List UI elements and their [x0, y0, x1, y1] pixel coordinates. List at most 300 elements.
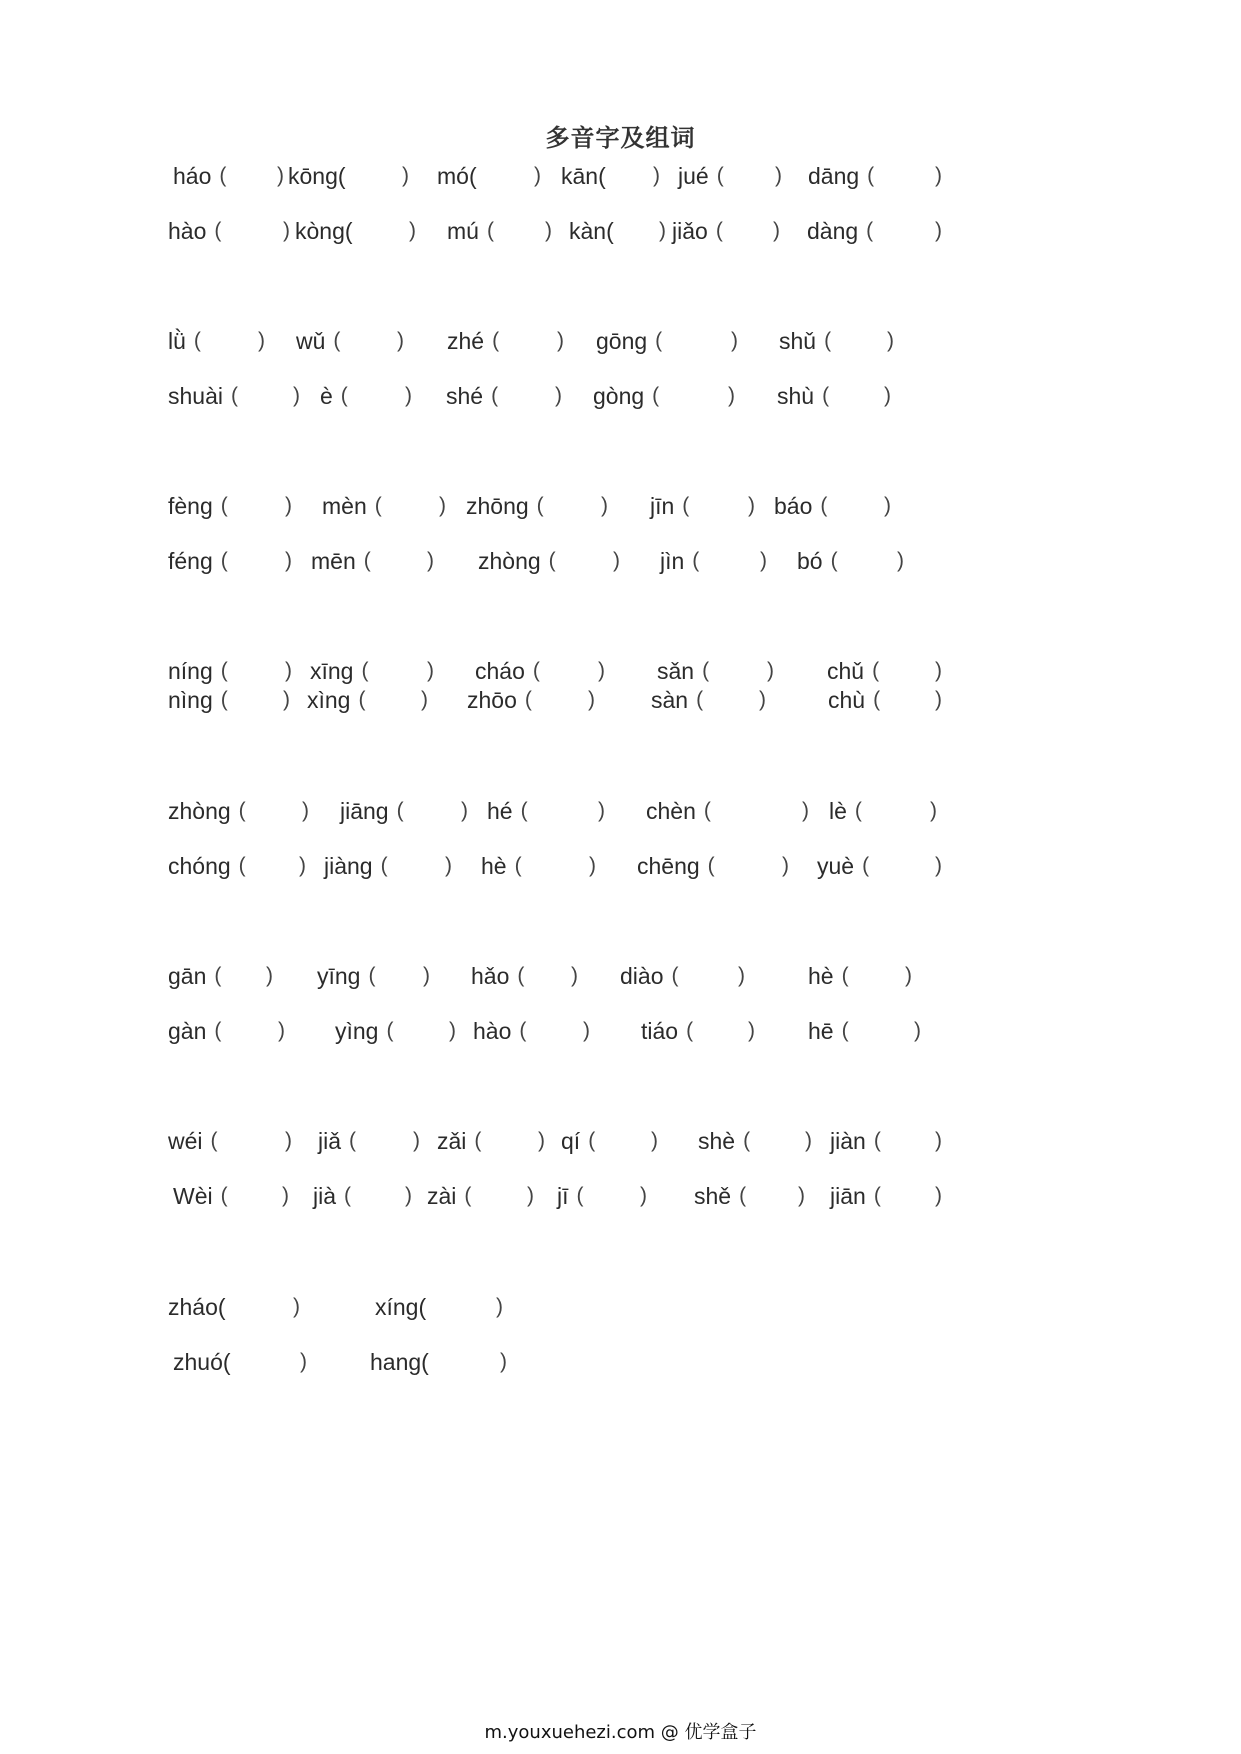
close-paren: ) [285, 549, 292, 572]
open-paren: ( [380, 854, 388, 877]
close-paren: ) [278, 1019, 285, 1042]
pinyin-label: chèn [646, 798, 696, 824]
close-paren: ) [760, 549, 767, 572]
pinyin-label: háo [173, 163, 212, 189]
pinyin-item [678, 161, 782, 191]
pinyin-item [817, 851, 942, 881]
close-paren: ) [300, 1350, 307, 1373]
pinyin-item [651, 685, 766, 715]
open-paren: ( [517, 964, 525, 987]
pinyin-item [473, 1016, 590, 1046]
pinyin-label: è [320, 383, 333, 409]
pinyin-label: shě [694, 1183, 732, 1209]
pinyin-label: zhōo [467, 687, 517, 713]
pinyin-item [168, 961, 273, 991]
close-paren: ) [598, 799, 605, 822]
close-paren: ) [527, 1184, 534, 1207]
close-paren: ) [651, 1129, 658, 1152]
close-paren: ) [759, 688, 766, 711]
pinyin-item [807, 216, 942, 246]
open-paren: ( [841, 1019, 849, 1042]
open-paren: ( [716, 164, 724, 187]
pinyin-item [829, 796, 937, 826]
close-paren: ) [496, 1295, 503, 1318]
pinyin-label: diào [620, 963, 664, 989]
pinyin-item [295, 216, 416, 246]
open-paren: ( [464, 1184, 472, 1207]
pinyin-label: hé [487, 798, 513, 824]
close-paren: ) [767, 659, 774, 682]
pinyin-item [324, 851, 452, 881]
close-paren: ) [659, 219, 666, 242]
close-paren: ) [773, 219, 780, 242]
close-paren: ) [557, 329, 564, 352]
pinyin-label: xīng [310, 658, 354, 684]
open-paren: ( [210, 1129, 218, 1152]
pinyin-label: shè [698, 1128, 736, 1154]
open-paren: ( [862, 854, 870, 877]
pinyin-label: gōng [596, 328, 648, 354]
open-paren: ( [820, 494, 828, 517]
open-paren: ( [739, 1184, 747, 1207]
pinyin-label: cháo [475, 658, 525, 684]
pinyin-label: níng [168, 658, 213, 684]
pinyin-label: jī [557, 1183, 569, 1209]
close-paren: ) [935, 688, 942, 711]
open-paren: ( [682, 494, 690, 517]
close-paren: ) [423, 964, 430, 987]
close-paren: ) [748, 1019, 755, 1042]
pinyin-label: féng [168, 548, 213, 574]
pinyin-item [487, 796, 605, 826]
close-paren: ) [413, 1129, 420, 1152]
close-paren: ) [589, 854, 596, 877]
pinyin-label: gān [168, 963, 207, 989]
pinyin-label: kōng( [288, 163, 346, 189]
pinyin-item [168, 216, 290, 246]
open-paren: ( [576, 1184, 584, 1207]
pinyin-label: yīng [317, 963, 361, 989]
pinyin-label: shǔ [779, 328, 817, 354]
open-paren: ( [220, 688, 228, 711]
footer-watermark: m.youxuehezi.com @ 优学盒子 [484, 1722, 757, 1743]
pinyin-label: lǜ [168, 328, 186, 354]
close-paren: ) [731, 329, 738, 352]
pinyin-label: kàn( [569, 218, 614, 244]
close-paren: ) [409, 219, 416, 242]
pinyin-item [437, 161, 541, 191]
close-paren: ) [266, 964, 273, 987]
pinyin-label: wǔ [296, 328, 326, 354]
pinyin-item [561, 161, 660, 191]
pinyin-item [641, 1016, 755, 1046]
pinyin-item [168, 796, 309, 826]
open-paren: ( [686, 1019, 694, 1042]
pinyin-label: jìn [660, 548, 685, 574]
pinyin-item [168, 491, 292, 521]
pinyin-item [340, 796, 468, 826]
pinyin-item [637, 851, 789, 881]
pinyin-item [694, 1181, 805, 1211]
pinyin-label: gòng [593, 383, 645, 409]
close-paren: ) [283, 219, 290, 242]
open-paren: ( [396, 799, 404, 822]
close-paren: ) [285, 494, 292, 517]
pinyin-label: sǎn [657, 658, 695, 684]
pinyin-item [288, 161, 409, 191]
pinyin-item [660, 546, 767, 576]
open-paren: ( [230, 384, 238, 407]
open-paren: ( [340, 384, 348, 407]
close-paren: ) [775, 164, 782, 187]
open-paren: ( [548, 549, 556, 572]
pinyin-label: mó( [437, 163, 477, 189]
pinyin-item [466, 491, 608, 521]
pinyin-item [797, 546, 904, 576]
pinyin-item [307, 685, 428, 715]
close-paren: ) [613, 549, 620, 572]
close-paren: ) [538, 1129, 545, 1152]
pinyin-label: kòng( [295, 218, 353, 244]
pinyin-item [596, 326, 738, 356]
pinyin-item [168, 851, 306, 881]
open-paren: ( [532, 659, 540, 682]
pinyin-item [318, 1126, 420, 1156]
open-paren: ( [536, 494, 544, 517]
open-paren: ( [520, 799, 528, 822]
pinyin-label: chù [828, 687, 866, 713]
open-paren: ( [193, 329, 201, 352]
open-paren: ( [867, 164, 875, 187]
pinyin-item [168, 326, 265, 356]
close-paren: ) [782, 854, 789, 877]
close-paren: ) [805, 1129, 812, 1152]
close-paren: ) [277, 164, 284, 187]
pinyin-item [447, 216, 552, 246]
pinyin-item [173, 1347, 307, 1377]
open-paren: ( [214, 219, 222, 242]
close-paren: ) [258, 329, 265, 352]
pinyin-item [475, 656, 605, 686]
pinyin-item [313, 1181, 412, 1211]
pinyin-item [698, 1126, 812, 1156]
open-paren: ( [491, 384, 499, 407]
pinyin-item [173, 161, 284, 191]
open-paren: ( [702, 659, 710, 682]
pinyin-item [446, 381, 562, 411]
pinyin-label: fèng [168, 493, 213, 519]
close-paren: ) [285, 1129, 292, 1152]
pinyin-item [335, 1016, 456, 1046]
close-paren: ) [302, 799, 309, 822]
pinyin-item [646, 796, 809, 826]
pinyin-label: shé [446, 383, 484, 409]
pinyin-label: hē [808, 1018, 834, 1044]
pinyin-item [310, 656, 434, 686]
open-paren: ( [238, 799, 246, 822]
pinyin-item [168, 685, 290, 715]
pinyin-label: lè [829, 798, 847, 824]
close-paren: ) [748, 494, 755, 517]
close-paren: ) [887, 329, 894, 352]
pinyin-label: shù [777, 383, 815, 409]
pinyin-label: zài [427, 1183, 457, 1209]
pinyin-label: zǎi [437, 1128, 467, 1154]
close-paren: ) [439, 494, 446, 517]
pinyin-item [168, 656, 292, 686]
pinyin-label: jià [313, 1183, 337, 1209]
close-paren: ) [640, 1184, 647, 1207]
open-paren: ( [692, 549, 700, 572]
pinyin-item [481, 851, 596, 881]
pinyin-item [657, 656, 774, 686]
pinyin-label: xìng [307, 687, 351, 713]
open-paren: ( [349, 1129, 357, 1152]
pinyin-label: yìng [335, 1018, 379, 1044]
pinyin-label: qí [561, 1128, 581, 1154]
pinyin-label: wéi [168, 1128, 203, 1154]
close-paren: ) [283, 688, 290, 711]
pinyin-label: kān( [561, 163, 606, 189]
close-paren: ) [405, 384, 412, 407]
open-paren: ( [519, 1019, 527, 1042]
open-paren: ( [492, 329, 500, 352]
pinyin-label: jiàn [830, 1128, 866, 1154]
pinyin-label: zhòng [168, 798, 231, 824]
pinyin-item [561, 1126, 658, 1156]
open-paren: ( [655, 329, 663, 352]
close-paren: ) [405, 1184, 412, 1207]
pinyin-label: jīn [650, 493, 675, 519]
pinyin-label: dàng [807, 218, 859, 244]
close-paren: ) [397, 329, 404, 352]
close-paren: ) [583, 1019, 590, 1042]
close-paren: ) [293, 1295, 300, 1318]
close-paren: ) [728, 384, 735, 407]
open-paren: ( [707, 854, 715, 877]
pinyin-label: jué [678, 163, 709, 189]
pinyin-label: jiǎo [672, 218, 708, 244]
open-paren: ( [524, 688, 532, 711]
pinyin-item [650, 491, 755, 521]
close-paren: ) [285, 659, 292, 682]
open-paren: ( [220, 1184, 228, 1207]
close-paren: ) [500, 1350, 507, 1373]
open-paren: ( [652, 384, 660, 407]
close-paren: ) [601, 494, 608, 517]
pinyin-item [370, 1347, 507, 1377]
pinyin-item [168, 1016, 285, 1046]
pinyin-item [375, 1292, 503, 1322]
close-paren: ) [402, 164, 409, 187]
open-paren: ( [214, 964, 222, 987]
pinyin-item [808, 961, 912, 991]
open-paren: ( [220, 659, 228, 682]
open-paren: ( [361, 659, 369, 682]
open-paren: ( [214, 1019, 222, 1042]
open-paren: ( [588, 1129, 596, 1152]
close-paren: ) [534, 164, 541, 187]
close-paren: ) [935, 659, 942, 682]
pinyin-label: xíng( [375, 1294, 427, 1320]
open-paren: ( [873, 1129, 881, 1152]
pinyin-label: mēn [311, 548, 356, 574]
pinyin-item [320, 381, 412, 411]
pinyin-label: zháo( [168, 1294, 226, 1320]
pinyin-item [777, 381, 891, 411]
pinyin-label: hè [481, 853, 507, 879]
open-paren: ( [374, 494, 382, 517]
pinyin-label: hǎo [471, 963, 510, 989]
pinyin-label: zhuó( [173, 1349, 231, 1375]
pinyin-item [557, 1181, 647, 1211]
pinyin-item [296, 326, 404, 356]
close-paren: ) [884, 494, 891, 517]
pinyin-label: hào [473, 1018, 512, 1044]
close-paren: ) [598, 659, 605, 682]
open-paren: ( [486, 219, 494, 242]
open-paren: ( [220, 549, 228, 572]
close-paren: ) [935, 1184, 942, 1207]
open-paren: ( [368, 964, 376, 987]
close-paren: ) [884, 384, 891, 407]
pinyin-item [827, 656, 942, 686]
pinyin-label: jiàng [324, 853, 373, 879]
open-paren: ( [822, 384, 830, 407]
pinyin-label: mèn [322, 493, 367, 519]
open-paren: ( [671, 964, 679, 987]
pinyin-label: Wèi [173, 1183, 213, 1209]
pinyin-label: hào [168, 218, 207, 244]
open-paren: ( [220, 494, 228, 517]
close-paren: ) [445, 854, 452, 877]
pinyin-item [808, 1016, 921, 1046]
close-paren: ) [282, 1184, 289, 1207]
pinyin-label: zhé [447, 328, 485, 354]
pinyin-item [620, 961, 745, 991]
open-paren: ( [696, 688, 704, 711]
pinyin-item [427, 1181, 534, 1211]
close-paren: ) [461, 799, 468, 822]
close-paren: ) [798, 1184, 805, 1207]
open-paren: ( [743, 1129, 751, 1152]
close-paren: ) [935, 164, 942, 187]
pinyin-item [168, 1126, 292, 1156]
close-paren: ) [588, 688, 595, 711]
close-paren: ) [802, 799, 809, 822]
close-paren: ) [738, 964, 745, 987]
pinyin-item [593, 381, 735, 411]
close-paren: ) [545, 219, 552, 242]
pinyin-item [830, 1181, 942, 1211]
close-paren: ) [299, 854, 306, 877]
pinyin-item [447, 326, 564, 356]
page-title: 多音字及组词 [545, 124, 696, 152]
pinyin-item [467, 685, 595, 715]
pinyin-item [478, 546, 620, 576]
open-paren: ( [386, 1019, 394, 1042]
close-paren: ) [914, 1019, 921, 1042]
open-paren: ( [715, 219, 723, 242]
open-paren: ( [363, 549, 371, 572]
pinyin-item [168, 381, 300, 411]
pinyin-label: gàn [168, 1018, 207, 1044]
pinyin-item [828, 685, 942, 715]
pinyin-item [808, 161, 942, 191]
pinyin-label: chēng [637, 853, 700, 879]
open-paren: ( [344, 1184, 352, 1207]
pinyin-item [437, 1126, 545, 1156]
close-paren: ) [930, 799, 937, 822]
pinyin-label: dāng [808, 163, 860, 189]
open-paren: ( [830, 549, 838, 572]
open-paren: ( [358, 688, 366, 711]
open-paren: ( [514, 854, 522, 877]
open-paren: ( [873, 688, 881, 711]
close-paren: ) [427, 659, 434, 682]
pinyin-item [317, 961, 430, 991]
pinyin-item [471, 961, 578, 991]
pinyin-label: jiān [830, 1183, 866, 1209]
close-paren: ) [449, 1019, 456, 1042]
pinyin-label: hè [808, 963, 834, 989]
pinyin-item [672, 216, 780, 246]
pinyin-label: sàn [651, 687, 689, 713]
pinyin-label: chǔ [827, 658, 865, 684]
pinyin-label: hang( [370, 1349, 429, 1375]
pinyin-label: shuài [168, 383, 223, 409]
pinyin-item [311, 546, 434, 576]
pinyin-item [774, 491, 891, 521]
close-paren: ) [935, 854, 942, 877]
pinyin-label: nìng [168, 687, 213, 713]
pinyin-label: tiáo [641, 1018, 679, 1044]
close-paren: ) [653, 164, 660, 187]
pinyin-label: mú [447, 218, 479, 244]
pinyin-item [569, 216, 666, 246]
open-paren: ( [866, 219, 874, 242]
open-paren: ( [873, 1184, 881, 1207]
pinyin-item [830, 1126, 942, 1156]
open-paren: ( [333, 329, 341, 352]
close-paren: ) [897, 549, 904, 572]
open-paren: ( [703, 799, 711, 822]
pinyin-label: zhòng [478, 548, 541, 574]
open-paren: ( [474, 1129, 482, 1152]
open-paren: ( [854, 799, 862, 822]
open-paren: ( [872, 659, 880, 682]
pinyin-item [779, 326, 894, 356]
open-paren: ( [219, 164, 227, 187]
close-paren: ) [421, 688, 428, 711]
close-paren: ) [935, 1129, 942, 1152]
close-paren: ) [427, 549, 434, 572]
pinyin-label: chóng [168, 853, 231, 879]
pinyin-item [322, 491, 446, 521]
open-paren: ( [238, 854, 246, 877]
pinyin-label: yuè [817, 853, 855, 879]
close-paren: ) [571, 964, 578, 987]
pinyin-label: bó [797, 548, 823, 574]
pinyin-label: jiǎ [318, 1128, 342, 1154]
pinyin-item [168, 1292, 300, 1322]
close-paren: ) [905, 964, 912, 987]
pinyin-item [173, 1181, 289, 1211]
open-paren: ( [841, 964, 849, 987]
pinyin-label: zhōng [466, 493, 529, 519]
close-paren: ) [293, 384, 300, 407]
close-paren: ) [935, 219, 942, 242]
